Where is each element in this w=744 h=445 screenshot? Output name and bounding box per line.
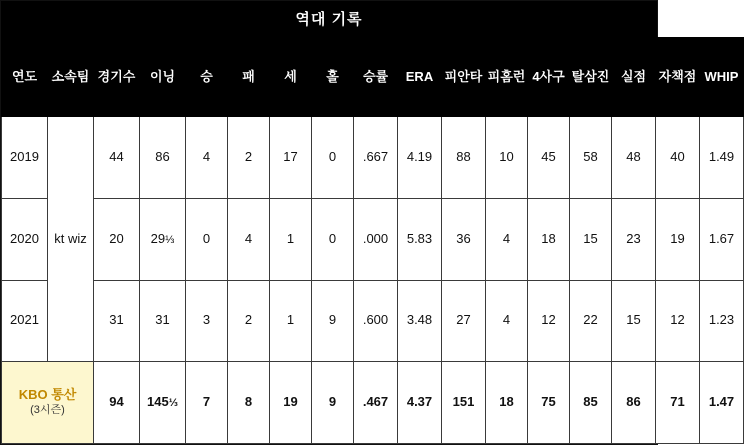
column-header-innings: [140, 38, 186, 117]
cell-total-earned-runs: 71: [656, 362, 700, 444]
table-row: [2, 280, 744, 362]
cell-wins: 4: [186, 117, 228, 199]
cell-walks: 12: [528, 280, 570, 362]
cell-saves: 1: [270, 198, 312, 280]
column-header-saves: [270, 38, 312, 117]
table-body: [2, 117, 744, 444]
cell-total-win-pct: .467: [354, 362, 398, 444]
column-header-saves-label: 세: [284, 68, 297, 84]
cell-strikeouts: 22: [570, 280, 612, 362]
cell-runs: 48: [612, 117, 656, 199]
cell-walks: 18: [528, 198, 570, 280]
column-header-era: [398, 38, 442, 117]
cell-innings: [140, 117, 186, 199]
column-header-era-label: ERA: [405, 68, 434, 84]
cell-total-runs: 86: [612, 362, 656, 444]
cell-total-label: [2, 362, 94, 444]
cell-walks: 45: [528, 117, 570, 199]
cell-strikeouts: 58: [570, 117, 612, 199]
cell-games: 20: [94, 198, 140, 280]
column-header-hits-allowed-label: 피안타: [444, 68, 483, 84]
column-header-wins: [186, 38, 228, 117]
cell-whip: 1.67: [700, 198, 744, 280]
cell-wins: 0: [186, 198, 228, 280]
cell-win-pct: .600: [354, 280, 398, 362]
cell-hr-allowed: 4: [486, 198, 528, 280]
cell-innings-value: 86: [155, 148, 170, 164]
column-header-hr-allowed: [486, 38, 528, 117]
cell-total-strikeouts: 85: [570, 362, 612, 444]
column-header-holds: [312, 38, 354, 117]
header-row: [2, 38, 744, 117]
column-header-whip-label: WHIP: [704, 68, 739, 84]
column-header-win-pct-label: 승률: [362, 68, 389, 84]
career-stats-table: [1, 37, 744, 444]
cell-win-pct: .000: [354, 198, 398, 280]
cell-whip: 1.23: [700, 280, 744, 362]
column-header-earned-runs-label: 자책점: [658, 68, 697, 84]
cell-runs: 23: [612, 198, 656, 280]
cell-hr-allowed: 4: [486, 280, 528, 362]
cell-total-losses: 8: [228, 362, 270, 444]
column-header-runs-label: 실점: [620, 68, 647, 84]
cell-team[interactable]: kt wiz: [48, 117, 94, 362]
cell-total-walks: 75: [528, 362, 570, 444]
table-header: [2, 38, 744, 117]
total-label-sub: (3시즌): [30, 404, 65, 417]
column-header-games-label: 경기수: [97, 68, 136, 84]
cell-innings: [140, 198, 186, 280]
column-header-games: [94, 38, 140, 117]
table-row: [2, 117, 744, 199]
column-header-wins-label: 승: [200, 68, 213, 84]
cell-total-hits-allowed: 151: [442, 362, 486, 444]
cell-games: 31: [94, 280, 140, 362]
cell-hits-allowed: 88: [442, 117, 486, 199]
cell-wins: 3: [186, 280, 228, 362]
cell-total-wins: 7: [186, 362, 228, 444]
cell-innings-value: 31: [155, 312, 170, 328]
cell-era: 3.48: [398, 280, 442, 362]
cell-earned-runs: 40: [656, 117, 700, 199]
cell-games: 44: [94, 117, 140, 199]
column-header-strikeouts-label: 탈삼진: [571, 68, 610, 84]
cell-holds: 9: [312, 280, 354, 362]
column-header-walks-label: 4사구: [532, 68, 565, 84]
cell-saves: 1: [270, 280, 312, 362]
column-header-year: [2, 38, 48, 117]
column-header-losses-label: 패: [242, 68, 255, 84]
cell-runs: 15: [612, 280, 656, 362]
cell-losses: 2: [228, 117, 270, 199]
column-header-innings-label: 이닝: [149, 68, 176, 84]
cell-saves: 17: [270, 117, 312, 199]
column-header-whip: [700, 38, 744, 117]
cell-total-innings-value: 145: [147, 394, 169, 410]
cell-win-pct: .667: [354, 117, 398, 199]
column-header-walks: [528, 38, 570, 117]
cell-holds: 0: [312, 198, 354, 280]
cell-innings-value: 29: [150, 230, 166, 246]
cell-total-games: 94: [94, 362, 140, 444]
column-header-holds-label: 홀: [326, 68, 339, 84]
cell-hits-allowed: 36: [442, 198, 486, 280]
cell-strikeouts: 15: [570, 198, 612, 280]
cell-earned-runs: 19: [656, 198, 700, 280]
cell-total-innings: [140, 362, 186, 444]
cell-hits-allowed: 27: [442, 280, 486, 362]
cell-whip: 1.49: [700, 117, 744, 199]
column-header-hr-allowed-label: 피홈런: [487, 68, 526, 84]
cell-year: 2021: [2, 280, 48, 362]
cell-total-whip: 1.47: [700, 362, 744, 444]
column-header-win-pct: [354, 38, 398, 117]
table-row: [2, 198, 744, 280]
cell-innings-fraction: ⅓: [165, 233, 175, 246]
column-header-team: [48, 38, 94, 117]
column-header-team-label: 소속팀: [51, 68, 90, 84]
cell-total-saves: 19: [270, 362, 312, 444]
column-header-losses: [228, 38, 270, 117]
cell-losses: 2: [228, 280, 270, 362]
cell-era: 4.19: [398, 117, 442, 199]
cell-innings: [140, 280, 186, 362]
column-header-runs: [612, 38, 656, 117]
cell-losses: 4: [228, 198, 270, 280]
column-header-earned-runs: [656, 38, 700, 117]
cell-total-era: 4.37: [398, 362, 442, 444]
column-header-hits-allowed: [442, 38, 486, 117]
cell-holds: 0: [312, 117, 354, 199]
total-label-main: KBO 통산: [18, 387, 77, 403]
table-row-total: [2, 362, 744, 444]
cell-hr-allowed: 10: [486, 117, 528, 199]
cell-earned-runs: 12: [656, 280, 700, 362]
cell-era: 5.83: [398, 198, 442, 280]
table-title: 역대 기록: [1, 1, 657, 37]
cell-total-holds: 9: [312, 362, 354, 444]
column-header-year-label: 연도: [11, 68, 38, 84]
cell-year: 2020: [2, 198, 48, 280]
cell-total-hr-allowed: 18: [486, 362, 528, 444]
column-header-strikeouts: [570, 38, 612, 117]
cell-total-innings-fraction: ⅓: [168, 397, 178, 410]
cell-year: 2019: [2, 117, 48, 199]
